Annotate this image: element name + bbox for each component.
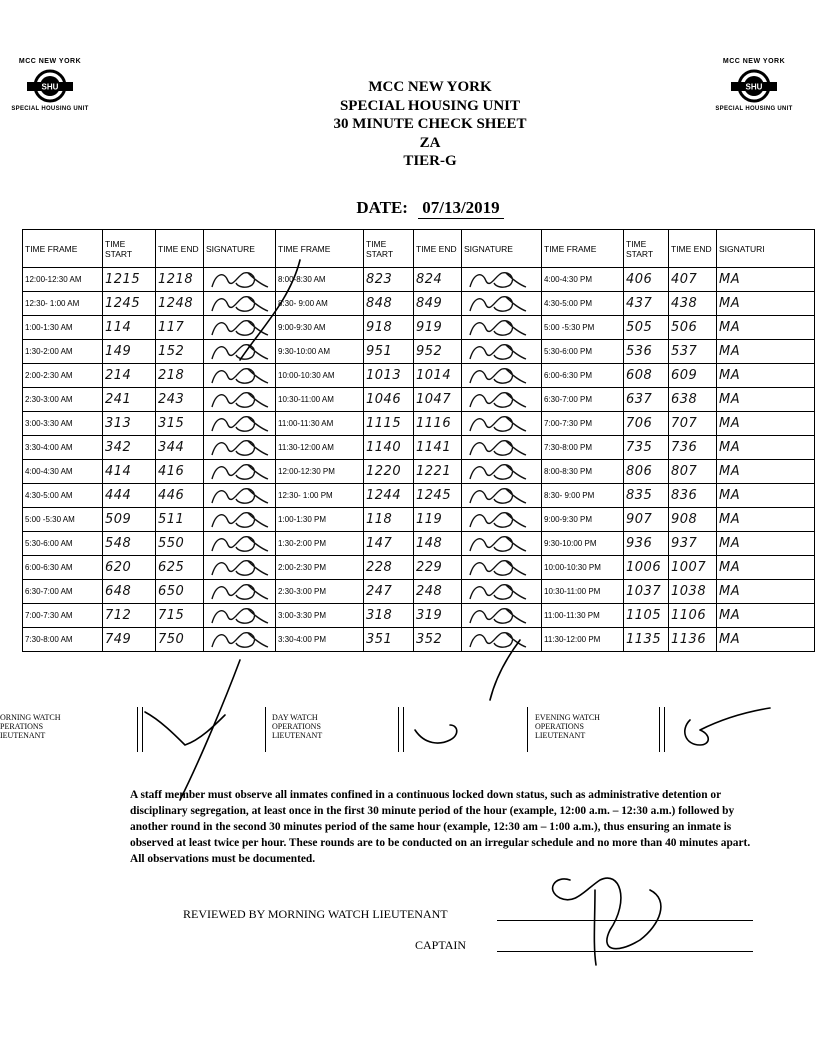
signature-evening: MA xyxy=(717,292,815,316)
signature-mark xyxy=(466,389,530,411)
signature-mark xyxy=(466,605,530,627)
time-start-evening: 735 xyxy=(624,436,669,460)
time-end-evening: 638 xyxy=(669,388,717,412)
col-time-frame-3: TIME FRAME xyxy=(542,230,624,268)
logo-top-text: MCC NEW YORK xyxy=(18,58,82,65)
signature-evening: MA xyxy=(717,460,815,484)
signature-day xyxy=(462,580,542,604)
time-start-morning: 548 xyxy=(103,532,156,556)
header-line-3: 30 MINUTE CHECK SHEET xyxy=(333,116,527,132)
table-row xyxy=(23,556,815,580)
time-frame-day: 1:00-1:30 PM xyxy=(276,508,364,532)
signature-mark xyxy=(208,533,272,555)
time-frame-morning: 12:30- 1:00 AM xyxy=(23,292,103,316)
time-end-morning: 650 xyxy=(156,580,204,604)
signature-evening: MA xyxy=(717,364,815,388)
day-watch-label: DAY WATCH OPERATIONS LIEUTENANT xyxy=(272,713,323,740)
signature-morning xyxy=(204,508,276,532)
time-frame-day: 2:00-2:30 PM xyxy=(276,556,364,580)
time-frame-day: 12:00-12:30 PM xyxy=(276,460,364,484)
time-start-day: 351 xyxy=(364,628,414,652)
signature-mark xyxy=(208,269,272,291)
evening-watch-box-edge xyxy=(659,707,665,752)
time-end-morning: 715 xyxy=(156,604,204,628)
table-row xyxy=(23,508,815,532)
time-frame-morning: 3:30-4:00 AM xyxy=(23,436,103,460)
header-line-4: ZA xyxy=(419,134,441,151)
signature-morning xyxy=(204,532,276,556)
col-signature-2: SIGNATURE xyxy=(462,230,542,268)
time-frame-day: 11:00-11:30 AM xyxy=(276,412,364,436)
signature-day xyxy=(462,316,542,340)
signature-evening: MA xyxy=(717,532,815,556)
signature-mark xyxy=(466,509,530,531)
time-end-day: 919 xyxy=(414,316,462,340)
time-end-morning: 446 xyxy=(156,484,204,508)
captain-signature-stroke xyxy=(594,890,596,965)
signature-mark xyxy=(466,437,530,459)
signature-day xyxy=(462,604,542,628)
signature-evening: MA xyxy=(717,412,815,436)
shu-emblem-icon xyxy=(27,68,73,104)
date-label: DATE: xyxy=(356,198,408,217)
col-time-end-2: TIME END xyxy=(414,230,462,268)
time-frame-evening: 5:00 -5:30 PM xyxy=(542,316,624,340)
signature-day xyxy=(462,292,542,316)
time-end-day: 1141 xyxy=(414,436,462,460)
signature-evening: MA xyxy=(717,316,815,340)
signature-mark xyxy=(466,269,530,291)
signature-mark xyxy=(466,317,530,339)
time-end-day: 1221 xyxy=(414,460,462,484)
signature-mark xyxy=(466,485,530,507)
signature-morning xyxy=(204,412,276,436)
time-frame-day: 9:00-9:30 AM xyxy=(276,316,364,340)
signature-morning xyxy=(204,292,276,316)
time-frame-morning: 2:00-2:30 AM xyxy=(23,364,103,388)
time-frame-evening: 9:30-10:00 PM xyxy=(542,532,624,556)
col-time-end-1: TIME END xyxy=(156,230,204,268)
signature-mark xyxy=(208,485,272,507)
time-start-evening: 437 xyxy=(624,292,669,316)
signature-day xyxy=(462,532,542,556)
time-start-day: 848 xyxy=(364,292,414,316)
evening-watch-label: EVENING WATCH OPERATIONS LIEUTENANT xyxy=(535,713,600,740)
signature-day xyxy=(462,628,542,652)
table-row xyxy=(23,580,815,604)
time-frame-evening: 8:30- 9:00 PM xyxy=(542,484,624,508)
table-row xyxy=(23,340,815,364)
lieutenant-signature xyxy=(553,878,661,949)
shu-logo-right xyxy=(706,58,802,112)
time-start-day: 318 xyxy=(364,604,414,628)
table-row xyxy=(23,628,815,652)
time-start-morning: 509 xyxy=(103,508,156,532)
time-frame-evening: 9:00-9:30 PM xyxy=(542,508,624,532)
time-end-evening: 1106 xyxy=(669,604,717,628)
time-start-evening: 806 xyxy=(624,460,669,484)
time-start-evening: 505 xyxy=(624,316,669,340)
time-start-day: 918 xyxy=(364,316,414,340)
header-line-1: MCC NEW YORK xyxy=(368,79,492,95)
signature-mark xyxy=(466,557,530,579)
time-frame-morning: 4:00-4:30 AM xyxy=(23,460,103,484)
time-start-day: 1220 xyxy=(364,460,414,484)
reviewed-signature-line xyxy=(497,920,753,921)
table-row xyxy=(23,388,815,412)
time-start-day: 118 xyxy=(364,508,414,532)
time-start-evening: 907 xyxy=(624,508,669,532)
time-end-day: 1245 xyxy=(414,484,462,508)
time-start-evening: 406 xyxy=(624,268,669,292)
time-frame-morning: 5:30-6:00 AM xyxy=(23,532,103,556)
table-row xyxy=(23,460,815,484)
time-end-morning: 416 xyxy=(156,460,204,484)
logo-bottom-text: SPECIAL HOUSING UNIT xyxy=(11,106,89,112)
signature-mark xyxy=(208,581,272,603)
time-start-day: 1046 xyxy=(364,388,414,412)
signature-mark xyxy=(466,293,530,315)
time-end-evening: 908 xyxy=(669,508,717,532)
time-start-morning: 648 xyxy=(103,580,156,604)
table-row xyxy=(23,412,815,436)
time-frame-morning: 2:30-3:00 AM xyxy=(23,388,103,412)
col-time-frame-2: TIME FRAME xyxy=(276,230,364,268)
signature-morning xyxy=(204,316,276,340)
time-start-morning: 241 xyxy=(103,388,156,412)
time-end-evening: 609 xyxy=(669,364,717,388)
time-frame-day: 8:00-8:30 AM xyxy=(276,268,364,292)
time-start-morning: 1245 xyxy=(103,292,156,316)
time-start-evening: 1006 xyxy=(624,556,669,580)
time-end-day: 248 xyxy=(414,580,462,604)
time-end-morning: 550 xyxy=(156,532,204,556)
time-end-morning: 218 xyxy=(156,364,204,388)
col-time-frame-1: TIME FRAME xyxy=(23,230,103,268)
signature-mark xyxy=(208,557,272,579)
time-frame-evening: 10:00-10:30 PM xyxy=(542,556,624,580)
signature-morning xyxy=(204,580,276,604)
table-row xyxy=(23,268,815,292)
time-end-morning: 511 xyxy=(156,508,204,532)
divider xyxy=(265,707,266,752)
col-time-start-3: TIME START xyxy=(624,230,669,268)
signature-day xyxy=(462,388,542,412)
time-start-day: 823 xyxy=(364,268,414,292)
signature-evening: MA xyxy=(717,388,815,412)
signature-evening: MA xyxy=(717,484,815,508)
time-frame-morning: 6:30-7:00 AM xyxy=(23,580,103,604)
captain-label: CAPTAIN xyxy=(415,938,467,952)
time-start-evening: 706 xyxy=(624,412,669,436)
time-end-day: 352 xyxy=(414,628,462,652)
signature-mark xyxy=(466,581,530,603)
time-start-morning: 149 xyxy=(103,340,156,364)
check-table xyxy=(22,229,815,652)
time-end-evening: 707 xyxy=(669,412,717,436)
time-frame-day: 10:00-10:30 AM xyxy=(276,364,364,388)
signature-mark xyxy=(466,629,530,651)
time-start-day: 247 xyxy=(364,580,414,604)
signature-mark xyxy=(208,365,272,387)
time-end-day: 148 xyxy=(414,532,462,556)
signature-mark xyxy=(208,389,272,411)
captain-signature-line xyxy=(497,951,753,952)
table-header-row xyxy=(23,230,815,268)
time-start-evening: 936 xyxy=(624,532,669,556)
shu-logo-left xyxy=(2,58,98,112)
time-start-day: 228 xyxy=(364,556,414,580)
time-end-evening: 807 xyxy=(669,460,717,484)
col-signature-1: SIGNATURE xyxy=(204,230,276,268)
time-start-evening: 1105 xyxy=(624,604,669,628)
time-frame-evening: 10:30-11:00 PM xyxy=(542,580,624,604)
signature-morning xyxy=(204,628,276,652)
time-frame-day: 3:00-3:30 PM xyxy=(276,604,364,628)
time-start-morning: 114 xyxy=(103,316,156,340)
col-time-start-1: TIME START xyxy=(103,230,156,268)
signature-mark xyxy=(208,461,272,483)
time-frame-evening: 4:30-5:00 PM xyxy=(542,292,624,316)
signature-evening: MA xyxy=(717,556,815,580)
time-end-evening: 407 xyxy=(669,268,717,292)
col-signature-3: SIGNATURI xyxy=(717,230,815,268)
time-frame-evening: 6:30-7:00 PM xyxy=(542,388,624,412)
time-end-morning: 1248 xyxy=(156,292,204,316)
time-start-morning: 749 xyxy=(103,628,156,652)
signature-evening: MA xyxy=(717,340,815,364)
time-frame-morning: 1:30-2:00 AM xyxy=(23,340,103,364)
time-end-evening: 1038 xyxy=(669,580,717,604)
time-frame-day: 1:30-2:00 PM xyxy=(276,532,364,556)
logo-center-text: SHU xyxy=(41,82,59,92)
time-frame-morning: 7:00-7:30 AM xyxy=(23,604,103,628)
time-end-day: 952 xyxy=(414,340,462,364)
signature-mark xyxy=(466,341,530,363)
time-frame-morning: 4:30-5:00 AM xyxy=(23,484,103,508)
signature-mark xyxy=(208,629,272,651)
time-frame-day: 8:30- 9:00 AM xyxy=(276,292,364,316)
date-value: 07/13/2019 xyxy=(418,198,503,219)
morning-watch-label: ORNING WATCH PERATIONS IEUTENANT xyxy=(0,713,61,740)
time-frame-evening: 4:00-4:30 PM xyxy=(542,268,624,292)
time-start-morning: 214 xyxy=(103,364,156,388)
time-end-morning: 625 xyxy=(156,556,204,580)
signature-mark xyxy=(466,413,530,435)
policy-paragraph: A staff member must observe all inmates confined in a continuous locked down status, such as administrative detention or disciplinary segregation, at least once in the first 30 minute period of the hour (example, 12:00 a.m. – 12:30 a.m.) followed by another round in the second 30 minutes period of the same hour (example, 12:30 am – 1:00 a.m.), thus ensuring an inmate is observed at least twice per hour. These rounds are to be conducted on an irregular schedule and no more than 40 minutes apart. All observations must be documented. xyxy=(130,789,751,865)
time-frame-day: 10:30-11:00 AM xyxy=(276,388,364,412)
time-end-evening: 1007 xyxy=(669,556,717,580)
time-frame-morning: 12:00-12:30 AM xyxy=(23,268,103,292)
time-frame-morning: 6:00-6:30 AM xyxy=(23,556,103,580)
signature-day xyxy=(462,436,542,460)
time-start-evening: 835 xyxy=(624,484,669,508)
morning-watch-box-edge xyxy=(137,707,143,752)
time-frame-day: 2:30-3:00 PM xyxy=(276,580,364,604)
shu-emblem-icon xyxy=(731,68,777,104)
time-start-day: 1013 xyxy=(364,364,414,388)
time-end-morning: 152 xyxy=(156,340,204,364)
time-end-evening: 438 xyxy=(669,292,717,316)
time-end-evening: 506 xyxy=(669,316,717,340)
time-end-evening: 537 xyxy=(669,340,717,364)
divider xyxy=(527,707,528,752)
signature-morning xyxy=(204,388,276,412)
signature-morning xyxy=(204,436,276,460)
time-end-morning: 243 xyxy=(156,388,204,412)
table-row xyxy=(23,436,815,460)
time-start-evening: 536 xyxy=(624,340,669,364)
time-end-morning: 344 xyxy=(156,436,204,460)
signature-mark xyxy=(208,341,272,363)
time-frame-day: 12:30- 1:00 PM xyxy=(276,484,364,508)
time-frame-morning: 5:00 -5:30 AM xyxy=(23,508,103,532)
table-row xyxy=(23,364,815,388)
header-line-2: SPECIAL HOUSING UNIT xyxy=(339,97,521,114)
signature-morning xyxy=(204,268,276,292)
time-start-morning: 1215 xyxy=(103,268,156,292)
time-frame-evening: 7:00-7:30 PM xyxy=(542,412,624,436)
time-frame-evening: 6:00-6:30 PM xyxy=(542,364,624,388)
table-row xyxy=(23,316,815,340)
logo-bottom-text: SPECIAL HOUSING UNIT xyxy=(715,106,793,112)
signature-day xyxy=(462,556,542,580)
time-frame-day: 3:30-4:00 PM xyxy=(276,628,364,652)
time-frame-evening: 8:00-8:30 PM xyxy=(542,460,624,484)
signature-morning xyxy=(204,364,276,388)
signature-evening: MA xyxy=(717,604,815,628)
sheet-header xyxy=(260,78,600,171)
time-start-morning: 342 xyxy=(103,436,156,460)
logo-top-text: MCC NEW YORK xyxy=(722,58,786,65)
signature-day xyxy=(462,364,542,388)
table-row xyxy=(23,604,815,628)
table-row xyxy=(23,484,815,508)
time-end-day: 824 xyxy=(414,268,462,292)
time-frame-day: 9:30-10:00 AM xyxy=(276,340,364,364)
time-frame-morning: 3:00-3:30 AM xyxy=(23,412,103,436)
time-start-day: 951 xyxy=(364,340,414,364)
time-end-evening: 1136 xyxy=(669,628,717,652)
day-watch-box-edge xyxy=(398,707,404,752)
time-end-day: 849 xyxy=(414,292,462,316)
signature-morning xyxy=(204,340,276,364)
signature-morning xyxy=(204,604,276,628)
time-frame-morning: 1:00-1:30 AM xyxy=(23,316,103,340)
signature-mark xyxy=(208,413,272,435)
signature-morning xyxy=(204,484,276,508)
signature-morning xyxy=(204,460,276,484)
signature-day xyxy=(462,484,542,508)
signature-evening: MA xyxy=(717,580,815,604)
signature-mark xyxy=(208,293,272,315)
date-line xyxy=(260,198,600,219)
watch-lieutenant-strip xyxy=(0,707,817,752)
table-row xyxy=(23,532,815,556)
signature-mark xyxy=(208,317,272,339)
time-end-evening: 736 xyxy=(669,436,717,460)
time-end-day: 1047 xyxy=(414,388,462,412)
time-start-day: 1115 xyxy=(364,412,414,436)
time-start-morning: 444 xyxy=(103,484,156,508)
signature-day xyxy=(462,268,542,292)
time-end-day: 319 xyxy=(414,604,462,628)
signature-day xyxy=(462,340,542,364)
time-start-morning: 712 xyxy=(103,604,156,628)
time-end-day: 119 xyxy=(414,508,462,532)
signature-evening: MA xyxy=(717,628,815,652)
time-start-day: 1140 xyxy=(364,436,414,460)
signature-mark xyxy=(466,461,530,483)
col-time-start-2: TIME START xyxy=(364,230,414,268)
time-end-morning: 750 xyxy=(156,628,204,652)
table-row xyxy=(23,292,815,316)
signature-evening: MA xyxy=(717,268,815,292)
signature-mark xyxy=(466,533,530,555)
time-start-evening: 1135 xyxy=(624,628,669,652)
time-end-day: 1014 xyxy=(414,364,462,388)
time-end-morning: 315 xyxy=(156,412,204,436)
signature-morning xyxy=(204,556,276,580)
time-end-morning: 117 xyxy=(156,316,204,340)
time-frame-evening: 5:30-6:00 PM xyxy=(542,340,624,364)
signature-mark xyxy=(208,509,272,531)
signature-day xyxy=(462,460,542,484)
signature-mark xyxy=(466,365,530,387)
time-start-day: 1244 xyxy=(364,484,414,508)
signature-day xyxy=(462,508,542,532)
logo-center-text: SHU xyxy=(745,82,763,92)
time-start-morning: 620 xyxy=(103,556,156,580)
col-time-end-3: TIME END xyxy=(669,230,717,268)
signature-evening: MA xyxy=(717,436,815,460)
header-line-5: TIER-G xyxy=(403,153,457,169)
time-end-evening: 836 xyxy=(669,484,717,508)
time-frame-evening: 11:30-12:00 PM xyxy=(542,628,624,652)
time-start-evening: 608 xyxy=(624,364,669,388)
signature-mark xyxy=(208,437,272,459)
time-start-evening: 1037 xyxy=(624,580,669,604)
time-end-day: 229 xyxy=(414,556,462,580)
signature-evening: MA xyxy=(717,508,815,532)
time-frame-evening: 7:30-8:00 PM xyxy=(542,436,624,460)
time-start-morning: 313 xyxy=(103,412,156,436)
time-end-evening: 937 xyxy=(669,532,717,556)
reviewed-label: REVIEWED BY MORNING WATCH LIEUTENANT xyxy=(183,907,448,921)
time-frame-evening: 11:00-11:30 PM xyxy=(542,604,624,628)
time-start-evening: 637 xyxy=(624,388,669,412)
time-frame-morning: 7:30-8:00 AM xyxy=(23,628,103,652)
time-start-day: 147 xyxy=(364,532,414,556)
signature-mark xyxy=(208,605,272,627)
signature-day xyxy=(462,412,542,436)
time-start-morning: 414 xyxy=(103,460,156,484)
time-frame-day: 11:30-12:00 AM xyxy=(276,436,364,460)
time-end-morning: 1218 xyxy=(156,268,204,292)
time-end-day: 1116 xyxy=(414,412,462,436)
